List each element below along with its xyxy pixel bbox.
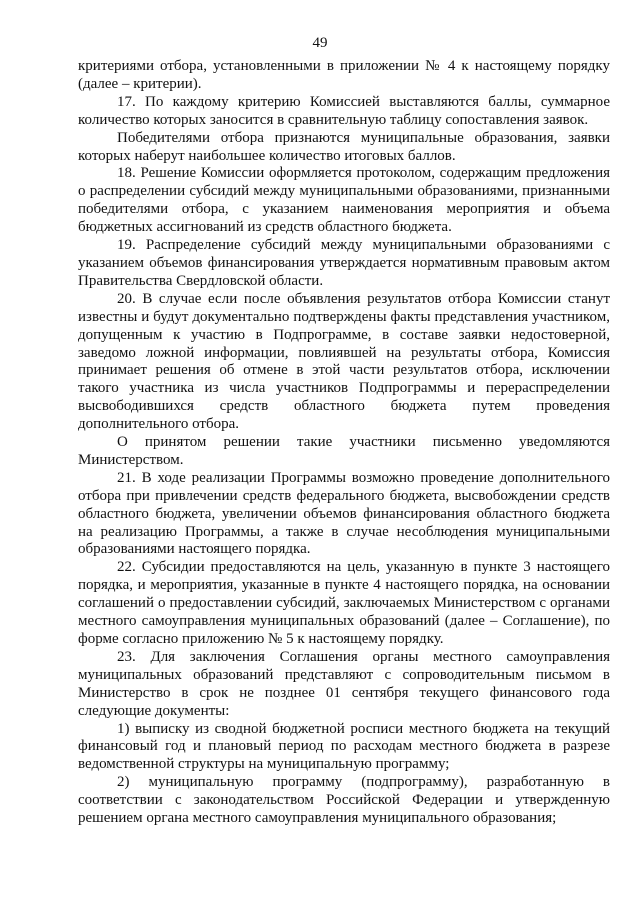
- paragraph-23: 23. Для заключения Соглашения органы местного самоуправления муниципальных образований представляют с сопроводительным письмом в Министерство в срок не позднее 01 сентября текущего финансового года следующие документы:: [78, 648, 610, 719]
- paragraph-23-item-2: 2) муниципальную программу (подпрограмму), разработанную в соответствии с законодательством Российской Федерации и утвержденную решением органа местного самоуправления муниципального образования;: [78, 774, 610, 827]
- paragraph-19: 19. Распределение субсидий между муниципальными образованиями с указанием объемов финансирования утверждается нормативным правовым актом Правительства Свердловской области.: [78, 237, 610, 289]
- paragraph-20: 20. В случае если после объявления результатов отбора Комиссии станут известны и будут документально подтверждены факты представления участником, допущенным к участию в Подпрограмме, в составе заявки недостоверной, заведомо ложной информации, повлиявшей на результаты отбора, Комиссия принимает решения об отмене в этой части результатов отбора, исключении такого участника из числа участников Подпрограммы и перераспределении высвободившихся средств областного бюджета путем проведения дополнительного отбора.: [78, 290, 610, 433]
- paragraph-23-item-1: 1) выписку из сводной бюджетной росписи местного бюджета на текущий финансовый год и плановый период по расходам местного бюджета в разрезе ведомственной структуры на муниципальную программу;: [78, 720, 610, 773]
- paragraph-20-notification: О принятом решении такие участники письменно уведомляются Министерством.: [78, 434, 610, 468]
- page-number: 49: [312, 35, 328, 51]
- paragraph-17: 17. По каждому критерию Комиссией выставляются баллы, суммарное количество которых заносится в сравнительную таблицу сопоставления заявок.: [78, 93, 610, 128]
- paragraph-21: 21. В ходе реализации Программы возможно проведение дополнительного отбора при привлечении средств федерального бюджета, высвобождении средств областного бюджета, увеличении объемов финансирования областного бюджета на реализацию Программы, а также в случае несоблюдения муниципальными образованиями настоящего порядка.: [78, 469, 610, 558]
- document-body: [78, 58, 610, 828]
- paragraph-17-winners: Победителями отбора признаются муниципальные образования, заявки которых наберут наибольшее количество итоговых баллов.: [78, 129, 610, 164]
- paragraph-22: 22. Субсидии предоставляются на цель, указанную в пункте 3 настоящего порядка, и мероприятия, указанные в пункте 4 настоящего порядка, на основании соглашений о предоставлении субсидий, заключаемых Министерством с органами местного самоуправления муниципальных образований (далее – Соглашение), по форме согласно приложению № 5 к настоящему порядку.: [78, 559, 610, 647]
- paragraph-criteria-continuation: критериями отбора, установленными в приложении № 4 к настоящему порядку (далее – критерии).: [78, 58, 610, 92]
- paragraph-18: 18. Решение Комиссии оформляется протоколом, содержащим предложения о распределении субсидий между муниципальными образованиями, признанными победителями отбора, с указанием наименования мероприятия и объема бюджетных ассигнований из средств областного бюджета.: [78, 165, 610, 236]
